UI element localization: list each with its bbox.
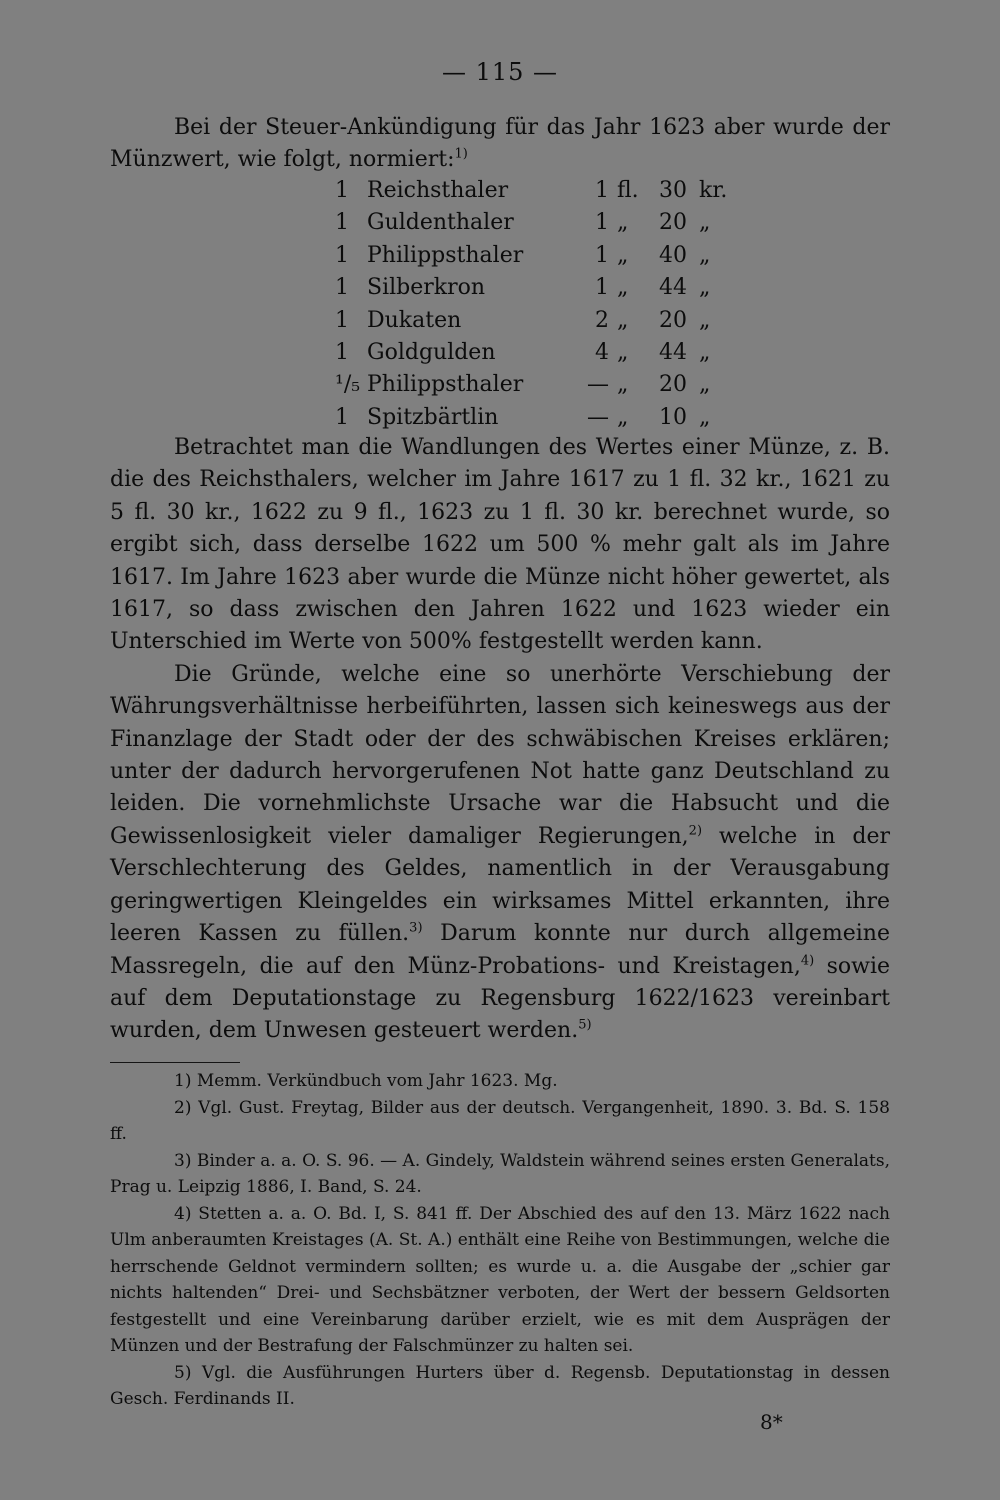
footnotes — [110, 1068, 890, 1413]
coin-kr-unit: „ — [699, 242, 711, 268]
table-row — [335, 207, 739, 239]
paragraph-text: sowie auf dem Deputationstage zu Regensburg 1622/1623 vereinbart wurden, dem Unwesen gesteuert werden. — [110, 953, 890, 1044]
coin-name: Reichsthaler — [367, 178, 509, 203]
coin-kr: 20 — [659, 307, 687, 333]
table-row — [335, 240, 739, 272]
coin-kr: 44 — [659, 275, 687, 301]
paragraph-causes — [110, 659, 890, 1048]
coin-fl: — — [587, 404, 609, 430]
signature-mark: 8* — [760, 1410, 783, 1434]
footnote-4: 4) Stetten a. a. O. Bd. I, S. 841 ff. Der Abschied des auf den 13. März 1622 nach Ulm anberaumten Kreistages (A. St. A.) enthält eine Reihe von Bestimmungen, welche die herrschende Geldnot vermindern sollten; es wurde u. a. die Ausgabe der „schier gar nichts haltenden“ Drei- und Sechsbätzner verboten, der Wert der bessern Geldsorten festgestellt und eine Vereinbarung darüber erzielt, wie es mit dem Ausprägen der Münzen und der Bestrafung der Falschmünzer zu halten sei. — [110, 1203, 890, 1356]
coin-fl-unit: „ — [617, 404, 629, 430]
coin-fl: 1 — [595, 275, 609, 301]
coin-name: Philippsthaler — [367, 372, 524, 398]
main-text — [110, 432, 890, 1048]
page-number: — 115 — — [441, 58, 559, 86]
coin-name: Philippsthaler — [367, 242, 524, 268]
coin-fl-unit: „ — [617, 275, 629, 301]
table-row — [335, 402, 739, 434]
footnote-ref-3: 3) — [409, 920, 423, 936]
coin-fl-unit: „ — [617, 210, 629, 236]
footnote-ref-1: 1) — [454, 147, 468, 163]
table-row — [335, 369, 739, 401]
table-row — [335, 305, 739, 337]
coin-kr-unit: „ — [699, 210, 711, 236]
coin-name: Spitzbärtlin — [367, 404, 499, 430]
coin-fl-unit: „ — [617, 340, 629, 366]
coin-fl-unit: „ — [617, 372, 629, 398]
intro-text: Bei der Steuer-Ankündigung für das Jahr 1623 aber wurde der Münzwert, wie folgt, normiert: — [110, 115, 890, 173]
coin-qty: ¹/₅ — [335, 372, 361, 398]
coin-kr-unit: kr. — [699, 178, 728, 203]
coin-fl: 4 — [595, 340, 609, 366]
coin-kr: 30 — [659, 178, 687, 203]
coin-fl: 1 — [595, 242, 609, 268]
coin-kr-unit: „ — [699, 307, 711, 333]
coin-kr: 20 — [659, 372, 687, 398]
coin-kr-unit: „ — [699, 275, 711, 301]
coin-kr-unit: „ — [699, 340, 711, 366]
coin-name: Guldenthaler — [367, 210, 514, 236]
coin-qty: 1 — [335, 404, 349, 430]
coin-fl: 1 — [595, 210, 609, 236]
paragraph-text: welche in der Verschlechterung des Geldes, namentlich in der Verausgabung geringwertigen Kleingeldes ein wirksames Mittel erkannten, ihre leeren Kassen zu füllen. — [110, 823, 890, 947]
coin-qty: 1 — [335, 307, 349, 333]
footnote-5: 5) Vgl. die Ausführungen Hurters über d. Regensb. Deputationstag in dessen Gesch. Ferdinands II. — [110, 1362, 890, 1409]
coin-qty: 1 — [335, 275, 349, 301]
coin-qty: 1 — [335, 340, 349, 366]
table-row — [335, 175, 739, 207]
coin-fl: 1 — [595, 178, 609, 203]
coin-fl-unit: „ — [617, 307, 629, 333]
footnote-3: 3) Binder a. a. O. S. 96. — A. Gindely, Waldstein während seines ersten Generalats, Prag u. Leipzig 1886, I. Band, S. 24. — [110, 1150, 890, 1197]
coin-value-table — [335, 175, 739, 434]
coin-qty: 1 — [335, 242, 349, 268]
footnote-ref-4: 4) — [800, 953, 815, 969]
footnote-divider — [110, 1062, 240, 1063]
coin-kr: 44 — [659, 340, 687, 366]
coin-kr: 10 — [659, 404, 687, 430]
coin-fl: — — [587, 372, 609, 398]
coin-kr: 40 — [659, 242, 687, 268]
coin-qty: 1 — [335, 210, 349, 236]
table-row — [335, 272, 739, 304]
coin-kr-unit: „ — [699, 404, 711, 430]
coin-fl-unit: fl. — [617, 178, 639, 203]
footnote-ref-2: 2) — [688, 823, 703, 839]
footnote-2: 2) Vgl. Gust. Freytag, Bilder aus der deutsch. Vergangenheit, 1890. 3. Bd. S. 158 ff. — [110, 1097, 890, 1144]
coin-fl: 2 — [595, 307, 609, 333]
coin-qty: 1 — [335, 178, 349, 203]
coin-kr-unit: „ — [699, 372, 711, 398]
coin-name: Goldgulden — [367, 340, 496, 366]
paragraph-reichsthaler: Betrachtet man die Wandlungen des Wertes einer Münze, z. B. die des Reichsthalers, welcher im Jahre 1617 zu 1 fl. 32 kr., 1621 zu 5 fl. 30 kr., 1622 zu 9 fl., 1623 zu 1 fl. 30 kr. berechnet wurde, so ergibt sich, dass derselbe 1622 um 500 % mehr galt als im Jahre 1617. Im Jahre 1623 aber wurde die Münze nicht höher gewertet, als 1617, so dass zwischen den Jahren 1622 und 1623 wieder ein Unterschied im Werte von 500% festgestellt werden kann. — [110, 435, 890, 655]
coin-name: Silberkron — [367, 275, 486, 301]
coin-name: Dukaten — [367, 307, 462, 333]
coin-fl-unit: „ — [617, 242, 629, 268]
intro-paragraph — [110, 112, 890, 177]
footnote-ref-5: 5) — [578, 1017, 592, 1033]
paragraph-text: Darum konnte nur durch allgemeine Massregeln, die auf den Münz-Probations- und Kreistagen, — [110, 921, 890, 979]
paragraph-text: Die Gründe, welche eine so unerhörte Verschiebung der Währungsverhältnisse herbeiführten, lassen sich keineswegs aus der Finanzlage der Stadt oder der des schwäbischen Kreises erklären; unter der dadurch hervorgerufenen Not hatte ganz Deutschland zu leiden. Die vornehmlichste Ursache war die Habsucht und die Gewissenlosigkeit vieler damaliger Regierungen, — [110, 661, 890, 849]
footnote-1: 1) Memm. Verkündbuch vom Jahr 1623. Mg. — [174, 1071, 558, 1091]
table-row — [335, 337, 739, 369]
coin-kr: 20 — [659, 210, 687, 236]
